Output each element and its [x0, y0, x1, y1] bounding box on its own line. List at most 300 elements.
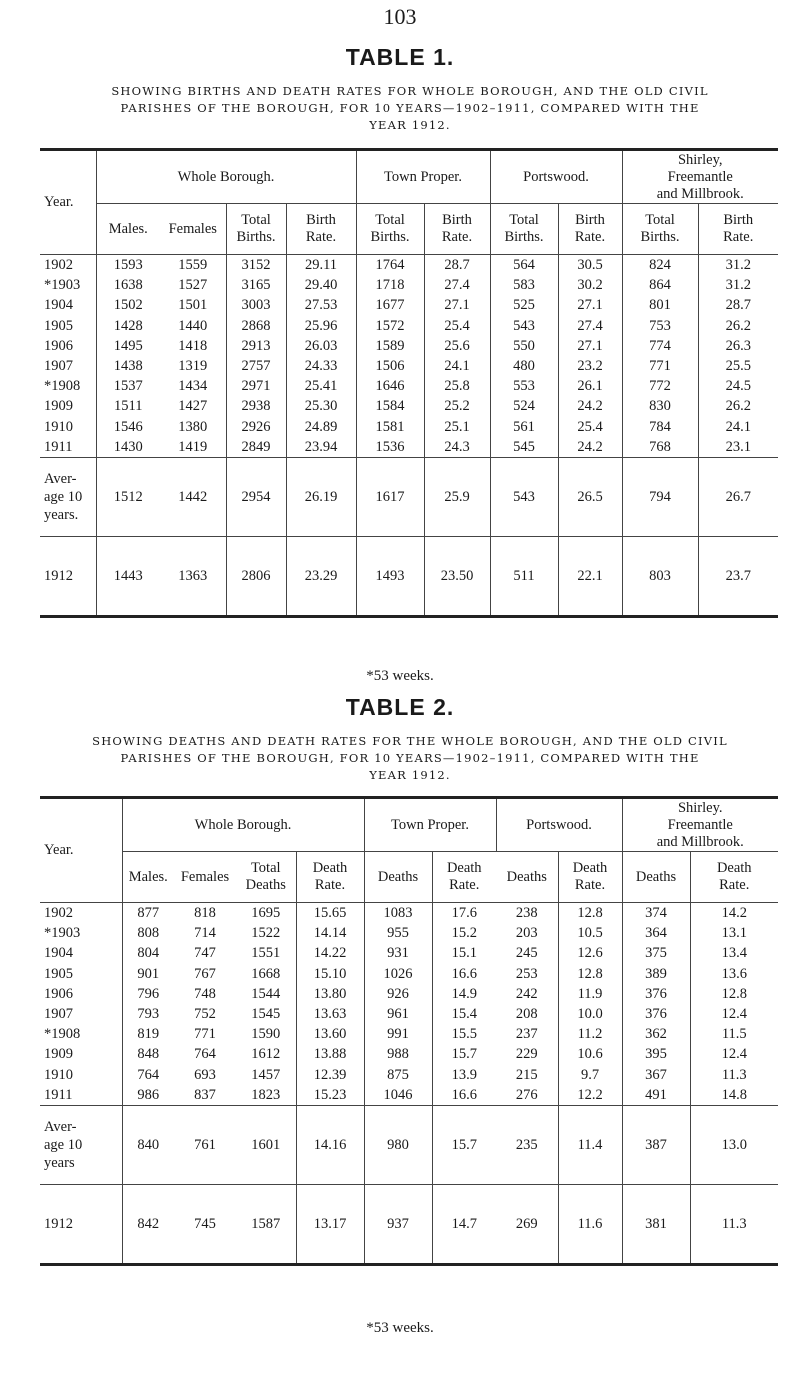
table-cell: 23.2 — [558, 356, 622, 376]
header-line: Death — [716, 860, 752, 876]
header-line: Birth — [306, 212, 336, 228]
table-cell: 1612 — [251, 1046, 281, 1063]
table-row — [40, 295, 778, 315]
table-cell: 12.4 — [690, 1044, 778, 1064]
table-cell: 748 — [194, 985, 216, 1002]
table-row — [40, 376, 778, 396]
males-header: Males. — [122, 852, 174, 903]
table-cell: 1546 — [96, 417, 160, 437]
table-cell: 15.2 — [432, 923, 496, 943]
table-cell: 11.3 — [690, 1065, 778, 1085]
table-cell: 801 — [622, 295, 698, 315]
year-cell: 1905 — [44, 965, 73, 982]
table-row — [40, 1044, 778, 1064]
label-line: Aver- — [44, 470, 77, 487]
caption-line: PARISHES OF THE BOROUGH, FOR 10 YEARS—1902–1911, COMPARED WITH THE — [120, 751, 700, 765]
total-deaths-header — [236, 852, 296, 903]
table-cell: 10.0 — [558, 1004, 622, 1024]
table-cell: 14.8 — [690, 1085, 778, 1106]
table-cell: 1581 — [356, 417, 424, 437]
header-line: Death — [572, 860, 608, 876]
table-cell: 1512 — [96, 457, 160, 536]
year-cell: 1906 — [44, 337, 73, 354]
table-cell: 235 — [496, 1105, 558, 1184]
table-cell: 237 — [515, 1026, 538, 1043]
table-cell: 1823 — [251, 1086, 281, 1103]
table-cell: 12.39 — [296, 1065, 364, 1085]
table-cell: 1617 — [356, 457, 424, 536]
table-row — [40, 1024, 778, 1044]
ports-birth-rate-header — [558, 204, 622, 255]
table-cell: 13.6 — [690, 964, 778, 984]
table-cell: 583 — [490, 275, 558, 295]
header-line: Births. — [236, 229, 276, 245]
table-cell: 1083 — [364, 903, 432, 924]
table-cell: 11.9 — [558, 984, 622, 1004]
table-cell: 25.2 — [424, 396, 490, 416]
table-cell: 23.94 — [286, 437, 356, 458]
table-cell: 1440 — [178, 317, 208, 334]
table2-caption — [40, 733, 780, 784]
table-cell: 1527 — [178, 277, 208, 294]
table-cell: 253 — [515, 965, 538, 982]
year-cell: 1907 — [44, 358, 73, 375]
table-cell: 23.1 — [698, 437, 778, 458]
table-cell: 22.1 — [558, 536, 622, 616]
table-cell: 11.3 — [690, 1184, 778, 1264]
table-cell: 752 — [194, 1006, 216, 1023]
year-cell: 1909 — [44, 398, 73, 415]
table-row — [40, 417, 778, 437]
town-death-rate-header — [432, 852, 496, 903]
table-cell: 524 — [490, 396, 558, 416]
table-cell: 926 — [364, 984, 432, 1004]
table-cell: 955 — [364, 923, 432, 943]
table-cell: 794 — [622, 457, 698, 536]
table-cell: 387 — [622, 1105, 690, 1184]
table-cell: 772 — [622, 376, 698, 396]
average-label — [40, 457, 96, 536]
table-cell: 389 — [622, 964, 690, 984]
table-cell: 15.10 — [296, 964, 364, 984]
header-line: Rate. — [719, 877, 750, 893]
death-rate-header — [296, 852, 364, 903]
table-cell: 30.2 — [558, 275, 622, 295]
header-row — [40, 798, 778, 852]
year-cell: *1908 — [44, 378, 81, 395]
table-cell: 1593 — [96, 255, 160, 276]
table-cell: 901 — [122, 964, 174, 984]
table-cell: 26.2 — [698, 396, 778, 416]
table-cell: 13.1 — [690, 923, 778, 943]
table-cell: 767 — [194, 965, 216, 982]
table-cell: 3165 — [226, 275, 286, 295]
header-line: and Millbrook. — [656, 833, 744, 850]
table-cell: 1428 — [96, 316, 160, 336]
table-cell: 12.2 — [558, 1085, 622, 1106]
table-cell: 28.7 — [698, 295, 778, 315]
header-line: Birth — [723, 212, 754, 228]
table-row — [40, 316, 778, 336]
table-cell: 27.1 — [558, 336, 622, 356]
table-cell: 1587 — [236, 1184, 296, 1264]
table-cell: 276 — [515, 1086, 538, 1103]
table-row — [40, 984, 778, 1004]
subheader-row — [40, 852, 778, 903]
table2-footnote: *53 weeks. — [366, 1320, 434, 1336]
table-cell: 14.9 — [432, 984, 496, 1004]
table-cell: 15.1 — [432, 943, 496, 963]
table-cell: 10.6 — [558, 1044, 622, 1064]
table-cell: 31.2 — [698, 255, 778, 276]
table-cell: 25.1 — [424, 417, 490, 437]
shirley-header — [622, 798, 778, 852]
town-birth-rate-header — [424, 204, 490, 255]
table-cell: 12.6 — [558, 943, 622, 963]
table-cell: 1438 — [96, 356, 160, 376]
table-cell: 30.5 — [558, 255, 622, 276]
table-cell: 27.53 — [286, 295, 356, 315]
table-cell: 28.7 — [424, 255, 490, 276]
header-line: Rate. — [574, 877, 606, 893]
table-cell: 12.8 — [558, 964, 622, 984]
table-cell: 245 — [515, 945, 538, 962]
page-number: 103 — [383, 4, 417, 29]
header-line: Births. — [504, 229, 544, 245]
table-cell: 543 — [490, 457, 558, 536]
males-header: Males. — [96, 204, 160, 255]
total-births-header — [226, 204, 286, 255]
table-cell: 2849 — [226, 437, 286, 458]
subheader-row — [40, 204, 778, 255]
table-cell: 491 — [622, 1085, 690, 1106]
year-cell: 1911 — [44, 1086, 73, 1103]
table-cell: 1434 — [178, 378, 208, 395]
table-cell: 2913 — [226, 336, 286, 356]
table-cell: 238 — [496, 903, 558, 924]
table-cell: 875 — [364, 1065, 432, 1085]
header-line: Rate. — [574, 229, 606, 245]
table-cell: 24.89 — [286, 417, 356, 437]
table-cell: 1559 — [160, 255, 226, 276]
ports-total-births-header — [490, 204, 558, 255]
table-cell: 1912 — [40, 1184, 122, 1264]
label-line: age 10 — [44, 1136, 83, 1153]
table-cell: 693 — [194, 1066, 216, 1083]
table-cell: 14.22 — [296, 943, 364, 963]
year-cell: 1906 — [44, 985, 73, 1002]
table-cell: 17.6 — [432, 903, 496, 924]
table-cell: 774 — [622, 336, 698, 356]
label-line: years. — [44, 506, 79, 523]
label-line: years — [44, 1154, 75, 1171]
table-cell: 1026 — [364, 964, 432, 984]
table-cell: 796 — [122, 984, 174, 1004]
table-cell: 14.14 — [296, 923, 364, 943]
table-cell: 564 — [490, 255, 558, 276]
table-cell: 1506 — [356, 356, 424, 376]
table-cell: 24.2 — [558, 437, 622, 458]
table-cell: 24.1 — [698, 417, 778, 437]
table-cell: 1551 — [251, 945, 281, 962]
table-cell: 1457 — [251, 1066, 281, 1083]
table-cell: 29.11 — [286, 255, 356, 276]
table-cell: 2954 — [226, 457, 286, 536]
table-cell: 2971 — [226, 376, 286, 396]
table-row — [40, 1085, 778, 1106]
table1-title: TABLE 1. — [345, 44, 455, 70]
table-cell: 988 — [364, 1044, 432, 1064]
label-line: Aver- — [44, 1118, 77, 1135]
table-cell: 1522 — [251, 925, 281, 942]
table-cell: 13.4 — [690, 943, 778, 963]
portswood-header: Portswood. — [490, 150, 622, 204]
table1-caption — [40, 83, 780, 134]
year-cell: 1902 — [40, 255, 96, 276]
table-cell: 14.7 — [432, 1184, 496, 1264]
table-cell: 13.80 — [296, 984, 364, 1004]
header-row — [40, 150, 778, 204]
header-line: Birth — [442, 212, 472, 228]
table-cell: 511 — [490, 536, 558, 616]
table-cell: 10.5 — [558, 923, 622, 943]
header-line: Shirley. — [677, 799, 723, 816]
table-cell: 3003 — [226, 295, 286, 315]
table-cell: 561 — [490, 417, 558, 437]
header-line: Rate. — [305, 229, 337, 245]
table-cell: 26.2 — [698, 316, 778, 336]
table2-body — [40, 903, 778, 1106]
table-cell: 13.63 — [296, 1004, 364, 1024]
table-cell: 1590 — [251, 1026, 281, 1043]
table-cell: 1537 — [96, 376, 160, 396]
table-cell: 208 — [515, 1006, 538, 1023]
table-cell: 761 — [174, 1105, 236, 1184]
year-cell: 1910 — [44, 418, 73, 435]
label-line: age 10 — [44, 488, 83, 505]
table-cell: 1572 — [356, 316, 424, 336]
table-cell: 543 — [490, 316, 558, 336]
table-cell: 1544 — [251, 985, 281, 1002]
year-cell: 1907 — [44, 1006, 73, 1023]
header-line: Total — [375, 212, 405, 228]
table-row — [40, 275, 778, 295]
table-cell: 1319 — [178, 358, 208, 375]
table-cell: 937 — [364, 1184, 432, 1264]
table-row — [40, 964, 778, 984]
table-cell: 12.4 — [690, 1004, 778, 1024]
year-cell: 1904 — [44, 297, 73, 314]
portswood-header: Portswood. — [496, 798, 622, 852]
table-row — [40, 1004, 778, 1024]
table-cell: 27.1 — [558, 295, 622, 315]
table-cell: 1363 — [160, 536, 226, 616]
table-cell: 784 — [622, 417, 698, 437]
header-line: Total — [509, 212, 539, 228]
table-cell: 1912 — [40, 536, 96, 616]
table-cell: 15.7 — [432, 1044, 496, 1064]
average-row — [40, 1105, 778, 1184]
table-cell: 25.6 — [424, 336, 490, 356]
table-cell: 24.33 — [286, 356, 356, 376]
header-line: Death — [312, 860, 348, 876]
table-cell: 1646 — [356, 376, 424, 396]
table1-body — [40, 255, 778, 458]
table-cell: 26.7 — [698, 457, 778, 536]
caption-line: SHOWING DEATHS AND DEATH RATES FOR THE WHOLE BOROUGH, AND THE OLD CIVIL — [92, 734, 728, 748]
table-cell: 991 — [364, 1024, 432, 1044]
table2-deaths — [40, 796, 778, 1266]
table-cell: 24.5 — [698, 376, 778, 396]
table-cell: 25.30 — [286, 396, 356, 416]
table-cell: 13.17 — [296, 1184, 364, 1264]
table-cell: 771 — [622, 356, 698, 376]
shirley-birth-rate-header — [698, 204, 778, 255]
table-cell: 1677 — [356, 295, 424, 315]
table-cell: 25.4 — [558, 417, 622, 437]
town-total-births-header — [356, 204, 424, 255]
table-cell: 1536 — [356, 437, 424, 458]
shirley-header — [622, 150, 778, 204]
header-line: Total — [250, 860, 281, 876]
table-cell: 362 — [622, 1024, 690, 1044]
table-cell: 9.7 — [558, 1065, 622, 1085]
header-line: Birth — [575, 212, 605, 228]
table-cell: 1638 — [96, 275, 160, 295]
table-cell: 1380 — [178, 418, 208, 435]
year-1912-row — [40, 1184, 778, 1264]
table-cell: 15.65 — [296, 903, 364, 924]
table-cell: 768 — [622, 437, 698, 458]
table-cell: 25.41 — [286, 376, 356, 396]
table-cell: 764 — [194, 1046, 216, 1063]
table-cell: 3152 — [226, 255, 286, 276]
header-line: Shirley, — [677, 151, 723, 168]
table-cell: 1695 — [236, 903, 296, 924]
table-cell: 12.8 — [558, 903, 622, 924]
table-cell: 375 — [622, 943, 690, 963]
table-cell: 842 — [122, 1184, 174, 1264]
table-cell: 980 — [364, 1105, 432, 1184]
table-cell: 24.2 — [558, 396, 622, 416]
table-cell: 1502 — [96, 295, 160, 315]
table-cell: 23.7 — [698, 536, 778, 616]
table-cell: 26.03 — [286, 336, 356, 356]
table-cell: 374 — [622, 903, 690, 924]
table-cell: 2806 — [226, 536, 286, 616]
table-cell: 1495 — [96, 336, 160, 356]
table-cell: 24.1 — [424, 356, 490, 376]
table-cell: 16.6 — [432, 1085, 496, 1106]
table-cell: 840 — [122, 1105, 174, 1184]
year-cell: *1908 — [44, 1026, 81, 1043]
table-cell: 1419 — [178, 438, 208, 455]
table1-footnote: *53 weeks. — [366, 668, 434, 684]
table-cell: 804 — [122, 943, 174, 963]
table-cell: 803 — [622, 536, 698, 616]
header-line: Rate. — [441, 229, 473, 245]
table-cell: 13.60 — [296, 1024, 364, 1044]
table-row — [40, 943, 778, 963]
table-cell: 1443 — [96, 536, 160, 616]
table-cell: 25.5 — [698, 356, 778, 376]
caption-line: YEAR 1912. — [369, 118, 451, 132]
table1-births — [40, 148, 778, 618]
table-cell: 553 — [490, 376, 558, 396]
table-cell: 545 — [490, 437, 558, 458]
table-cell: 1418 — [178, 337, 208, 354]
header-line: Death — [446, 860, 482, 876]
table-cell: 1427 — [178, 398, 208, 415]
table-cell: 25.96 — [286, 316, 356, 336]
table2-title: TABLE 2. — [345, 694, 455, 720]
table-cell: 525 — [490, 295, 558, 315]
town-proper-header: Town Proper. — [356, 150, 490, 204]
header-line: Rate. — [314, 877, 346, 893]
table-cell: 1764 — [356, 255, 424, 276]
table-cell: 13.9 — [432, 1065, 496, 1085]
table-cell: 764 — [122, 1065, 174, 1085]
table-cell: 11.2 — [558, 1024, 622, 1044]
average-row — [40, 457, 778, 536]
table-row — [40, 1065, 778, 1085]
header-line: Freemantle — [667, 816, 733, 833]
year-cell: 1902 — [40, 903, 122, 924]
table-cell: 2757 — [226, 356, 286, 376]
table-cell: 25.4 — [424, 316, 490, 336]
table-cell: 27.1 — [424, 295, 490, 315]
table-cell: 824 — [622, 255, 698, 276]
table-cell: 395 — [622, 1044, 690, 1064]
females-header: Females — [174, 852, 236, 903]
header-line: Freemantle — [667, 168, 733, 185]
table-cell: 480 — [490, 356, 558, 376]
table-cell: 229 — [515, 1046, 538, 1063]
table-cell: 714 — [194, 925, 216, 942]
table-cell: 745 — [174, 1184, 236, 1264]
table-cell: 12.8 — [690, 984, 778, 1004]
table-cell: 2938 — [226, 396, 286, 416]
table-cell: 27.4 — [558, 316, 622, 336]
table-cell: 26.19 — [286, 457, 356, 536]
table-cell: 11.5 — [690, 1024, 778, 1044]
table-cell: 23.29 — [286, 536, 356, 616]
table-cell: 1493 — [356, 536, 424, 616]
table-row — [40, 336, 778, 356]
table-cell: 15.23 — [296, 1085, 364, 1106]
whole-borough-header: Whole Borough. — [96, 150, 356, 204]
table-cell: 13.0 — [690, 1105, 778, 1184]
table-cell: 771 — [194, 1026, 216, 1043]
table-cell: 848 — [122, 1044, 174, 1064]
table-cell: 793 — [122, 1004, 174, 1024]
table-cell: 1442 — [160, 457, 226, 536]
table-cell: 1601 — [236, 1105, 296, 1184]
birth-rate-header — [286, 204, 356, 255]
table-row — [40, 903, 778, 924]
shirley-total-births-header — [622, 204, 698, 255]
shirley-deaths-header: Deaths — [622, 852, 690, 903]
table-cell: 747 — [194, 945, 216, 962]
caption-line: YEAR 1912. — [369, 768, 451, 782]
table-row — [40, 923, 778, 943]
table-cell: 1511 — [96, 396, 160, 416]
year-cell: 1909 — [44, 1046, 73, 1063]
town-proper-header: Town Proper. — [364, 798, 496, 852]
table-cell: 376 — [622, 984, 690, 1004]
table-cell: 830 — [622, 396, 698, 416]
table-cell: 2926 — [226, 417, 286, 437]
